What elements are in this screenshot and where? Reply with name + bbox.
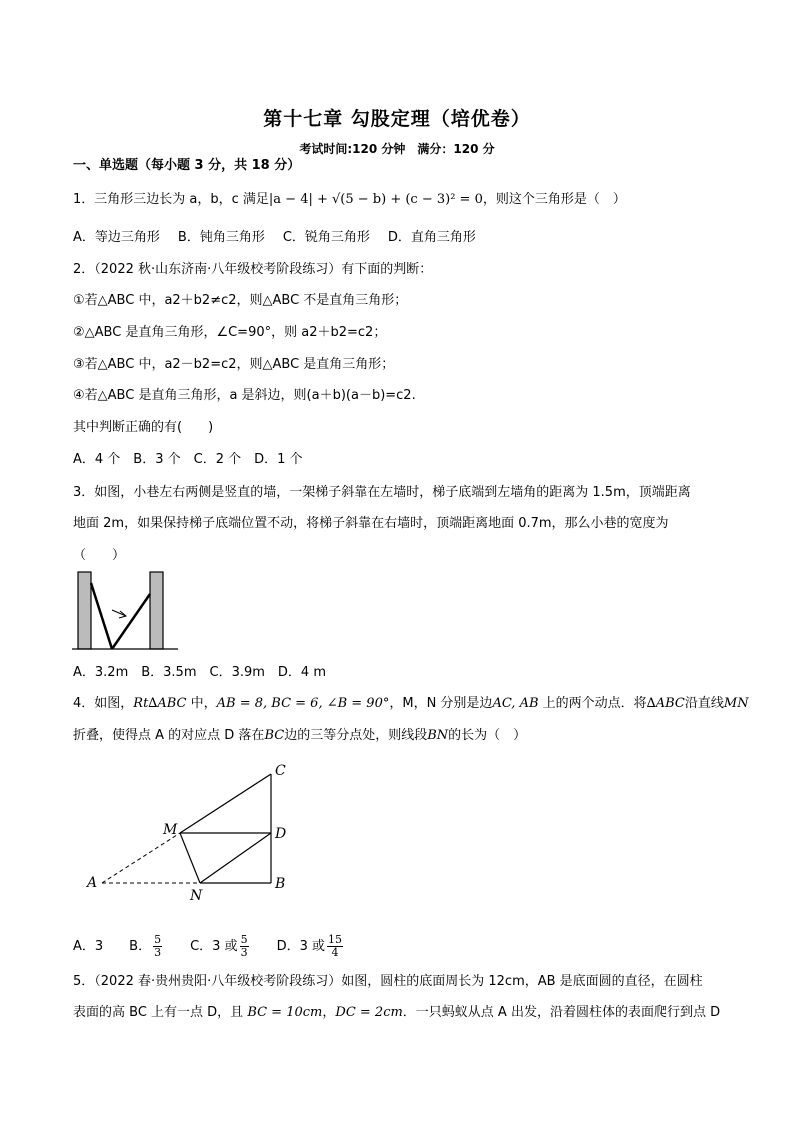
numerator: 5 <box>240 933 248 946</box>
right-wall <box>150 572 163 649</box>
question-4-options <box>73 934 345 959</box>
ladder-left <box>91 583 112 649</box>
math-side: BC <box>264 728 285 743</box>
fraction <box>153 934 162 959</box>
segment-nd <box>200 833 271 883</box>
question-4-line-2 <box>73 727 526 745</box>
question-3-line-1: 3．如图，小巷左右两侧是竖直的墙，一架梯子斜靠在左墙时，梯子底端到左墙角的距离为 1.5m，顶端距离 <box>73 485 691 500</box>
question-4-line-1 <box>73 695 749 713</box>
page-title: 第十七章 勾股定理（培优卷） <box>263 108 531 130</box>
question-text: ，则这个三角形是（ ） <box>482 192 626 207</box>
section-heading: 一、单选题（每小题 3 分，共 18 分） <box>73 158 301 173</box>
point-label-d: D <box>275 826 287 842</box>
ladder-diagram <box>72 570 182 652</box>
question-2-ask: 其中判断正确的有( ) <box>73 420 214 435</box>
option-c: C．锐角三角形 <box>282 230 370 245</box>
option-c <box>190 933 250 959</box>
point-label-c: C <box>275 763 286 779</box>
question-text: 表面的高 BC 上有一点 D，且 <box>73 1005 248 1020</box>
option-a: A．等边三角形 <box>73 230 160 245</box>
question-text: ，M，N 分别是边 <box>389 696 493 711</box>
question-text: 上的两个动点．将 <box>538 696 647 711</box>
option-b: B．钝角三角形 <box>177 230 265 245</box>
numerator: 5 <box>154 933 162 946</box>
segment-mn <box>180 833 200 883</box>
question-2-options: A．4 个 B．3 个 C．2 个 D．1 个 <box>73 452 303 467</box>
question-1 <box>73 191 626 209</box>
segment-am <box>102 833 180 883</box>
ladder-right <box>112 594 150 649</box>
option-d: D．直角三角形 <box>387 230 476 245</box>
option-d-label: D．3 或 <box>276 939 325 954</box>
statement-1: ①若△ABC 中，a2＋b2≠c2，则△ABC 不是直角三角形； <box>73 293 408 308</box>
question-3-line-3: （ ） <box>73 548 126 563</box>
denominator: 3 <box>154 946 162 959</box>
question-5-line-1: 5．（2022 春·贵州贵阳·八年级校考阶段练习）如图，圆柱的底面周长为 12cm，AB 是底面圆的直径，在圆柱 <box>73 974 703 989</box>
question-text: 沿直线 <box>684 696 724 711</box>
denominator: 3 <box>240 946 248 959</box>
point-label-n: N <box>190 888 203 904</box>
left-wall <box>78 572 91 649</box>
exam-info: 考试时间:120 分钟 满分：120 分 <box>299 142 495 156</box>
point-label-b: B <box>275 876 286 892</box>
numerator: 15 <box>328 933 342 946</box>
question-3-line-2: 地面 2m，如果保持梯子底端位置不动，将梯子斜靠在右墙时，顶端距离地面 0.7m，那么小巷的宽度为 <box>73 516 669 531</box>
math-triangle: Rt∆ABC <box>133 696 187 711</box>
question-text: 4．如图， <box>73 696 134 711</box>
point-label-a: A <box>87 875 98 891</box>
statement-4: ④若△ABC 是直角三角形，a 是斜边，则(a＋b)(a－b)=c2. <box>73 388 416 403</box>
math-segment: BN <box>427 728 449 743</box>
option-d <box>276 933 345 959</box>
question-text: 中， <box>186 696 217 711</box>
question-text: 边的三等分点处，则线段 <box>284 728 428 743</box>
statement-2: ②△ABC 是直角三角形，∠C=90°，则 a2＋b2=c2； <box>73 325 387 340</box>
question-text: ， <box>322 1005 336 1020</box>
segment-mc <box>180 774 271 833</box>
question-text: 的长为（ ） <box>448 728 527 743</box>
math-bc: BC = 10cm <box>247 1005 323 1020</box>
question-text: 折叠，使得点 A 的对应点 D 落在 <box>73 728 265 743</box>
question-2: 2．（2022 秋·山东济南·八年级校考阶段练习）有下面的判断： <box>73 262 433 277</box>
statement-3: ③若△ABC 中，a2－b2=c2，则△ABC 是直角三角形； <box>73 357 395 372</box>
fraction <box>240 934 249 959</box>
option-c-label: C．3 或 <box>190 939 238 954</box>
denominator: 4 <box>331 946 339 959</box>
folding-triangle-diagram <box>80 760 300 904</box>
question-text: 三角形三边长为 a，b，c 满足 <box>94 192 269 207</box>
question-3-options: A．3.2m B．3.5m C．3.9m D．4 m <box>73 665 326 680</box>
option-b-label: B． <box>129 939 152 954</box>
question-1-options <box>73 229 494 247</box>
point-label-m: M <box>163 822 178 838</box>
fraction <box>327 934 343 959</box>
math-dc: DC = 2cm <box>335 1005 403 1020</box>
question-text: ．一只蚂蚁从点 A 出发，沿着圆柱体的表面爬行到点 D <box>402 1005 721 1020</box>
math-sides: AC, AB <box>492 696 539 711</box>
option-a: A．3 <box>73 939 104 954</box>
option-b <box>129 933 164 959</box>
math-triangle: ∆ABC <box>646 696 685 711</box>
question-number: 1． <box>73 192 95 207</box>
math-conditions: AB = 8, BC = 6, ∠B = 90° <box>216 696 390 711</box>
math-line: MN <box>723 696 749 711</box>
math-expression: |a − 4| + √(5 − b) + (c − 3)² = 0 <box>268 192 483 207</box>
arrow-line <box>112 610 126 616</box>
question-5-line-2 <box>73 1004 720 1022</box>
